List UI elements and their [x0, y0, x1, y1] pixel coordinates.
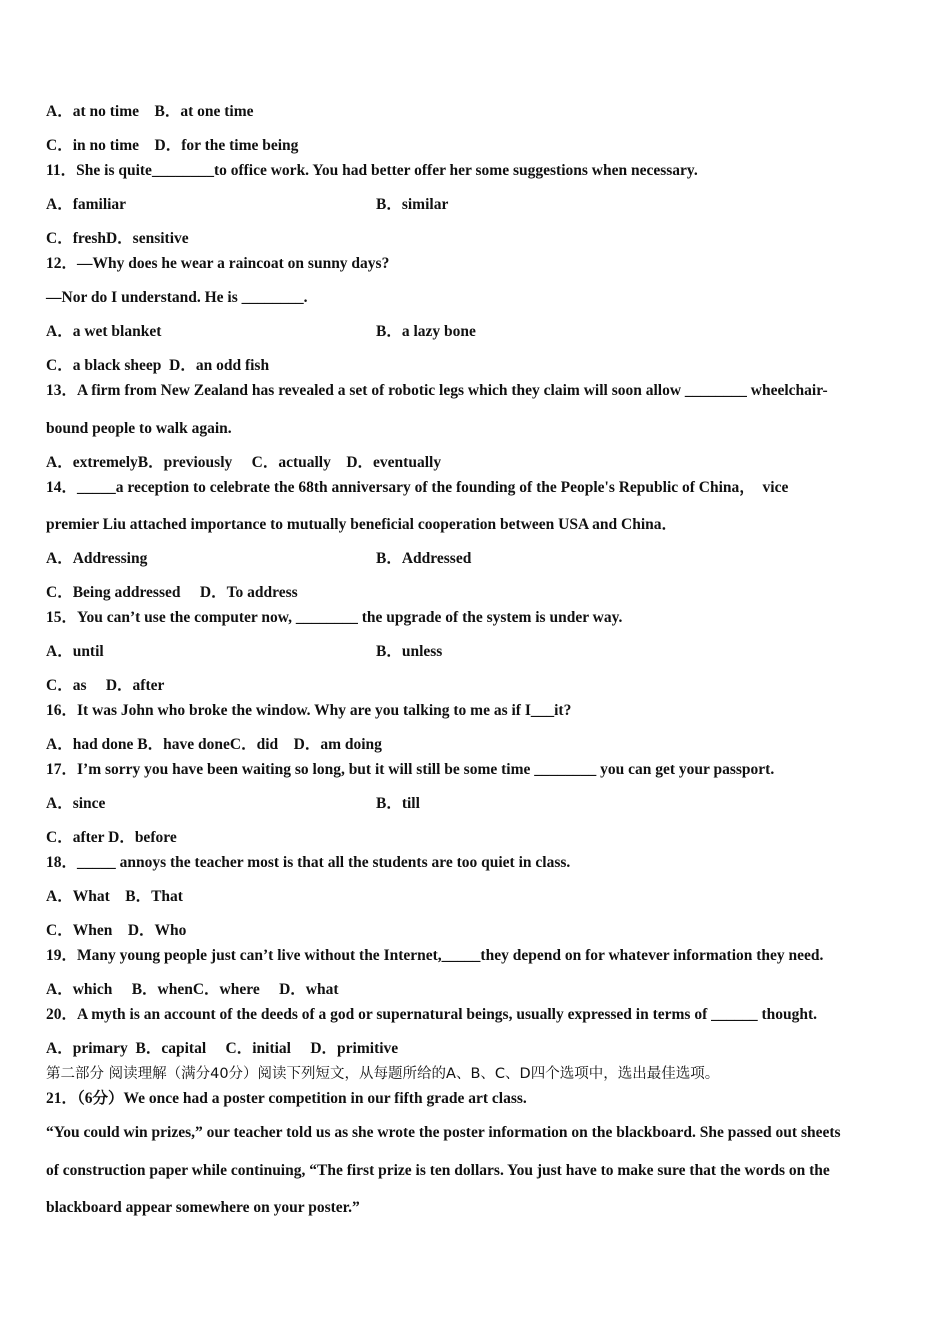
text-line: 第二部分 阅读理解（满分40分）阅读下列短文，从每题所给的A、B、C、D四个选项中，选出最佳选项。 [46, 1066, 720, 1082]
option-b: B．till [376, 795, 420, 812]
text-line: A．had done B．have doneC．did D．am doing [46, 736, 382, 753]
text-line: A．until [46, 643, 104, 660]
text-line: C．a black sheep D．an odd fish [46, 357, 270, 374]
text-line: A．a wet blanket [46, 323, 162, 340]
option-b: B．Addressed [376, 550, 472, 567]
text-line: C．after D．before [46, 829, 177, 846]
option-b: B．a lazy bone [376, 323, 476, 340]
text-line: of construction paper while continuing, “The first prize is ten dollars. You just have to make sure that the words on the [46, 1162, 830, 1179]
text-line: A．extremelyB．previously C．actually D．eventually [46, 454, 442, 471]
text-line: 18．_____ annoys the teacher most is that all the students are too quiet in class. [46, 854, 571, 871]
text-line: A．Addressing [46, 550, 148, 567]
text-line: 19．Many young people just can’t live without the Internet,_____they depend on for whatever information they need. [46, 947, 824, 964]
text-line: bound people to walk again. [46, 420, 232, 437]
text-line: —Nor do I understand. He is ________. [46, 289, 308, 306]
text-line: “You could win prizes,” our teacher told us as she wrote the poster information on the blackboard. She passed out sheets [46, 1124, 841, 1141]
text-line: 21．（6分）We once had a poster competition in our fifth grade art class. [46, 1090, 527, 1107]
text-line: A．since [46, 795, 106, 812]
text-line: 20．A myth is an account of the deeds of a god or supernatural beings, usually expressed in terms of ______ thought. [46, 1006, 818, 1023]
text-line: premier Liu attached importance to mutually beneficial cooperation between USA and China． [46, 516, 678, 533]
text-line: C．When D．Who [46, 922, 187, 939]
text-line: 17．I’m sorry you have been waiting so long, but it will still be some time ________ you can get your passport. [46, 761, 775, 778]
text-line: C．freshD．sensitive [46, 230, 189, 247]
text-line: C．as D．after [46, 677, 165, 694]
text-line: A．What B．That [46, 888, 183, 905]
text-line: A．at no time B．at one time [46, 103, 254, 120]
text-line: 12．—Why does he wear a raincoat on sunny days? [46, 255, 390, 272]
text-line: A．which B．whenC．where D．what [46, 981, 339, 998]
text-line: C．in no time D．for the time being [46, 137, 299, 154]
text-line: A．familiar [46, 196, 127, 213]
text-line: 14．_____a reception to celebrate the 68th anniversary of the founding of the People's Republic of China， vice [46, 479, 789, 496]
text-line: 16．It was John who broke the window. Why are you talking to me as if I___it? [46, 702, 572, 719]
text-line: 11．She is quite________to office work. You had better offer her some suggestions when necessary. [46, 162, 698, 179]
option-b: B．similar [376, 196, 449, 213]
text-line: A．primary B．capital C．initial D．primitive [46, 1040, 399, 1057]
text-line: C．Being addressed D．To address [46, 584, 298, 601]
text-line: 15．You can’t use the computer now, ________ the upgrade of the system is under way. [46, 609, 623, 626]
option-b: B．unless [376, 643, 443, 660]
text-line: blackboard appear somewhere on your poster.” [46, 1199, 360, 1216]
text-line: 13．A firm from New Zealand has revealed a set of robotic legs which they claim will soon allow ________ wheelchair- [46, 382, 828, 399]
